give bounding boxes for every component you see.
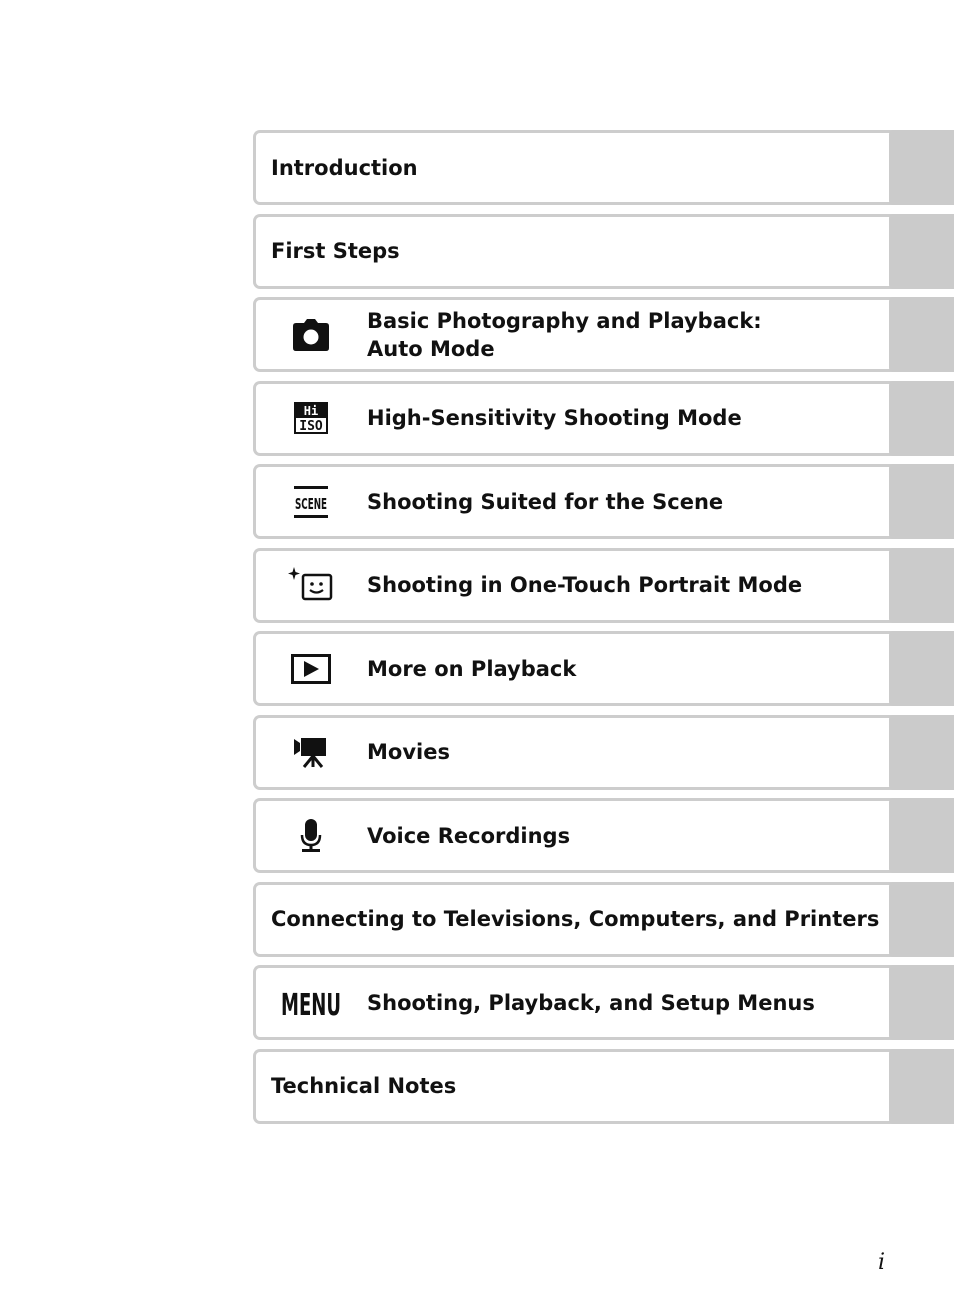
table-of-contents xyxy=(253,130,954,1132)
toc-item-movies[interactable] xyxy=(253,715,954,790)
section-tab xyxy=(889,715,954,790)
toc-item-playback[interactable] xyxy=(253,631,954,706)
hi-iso-icon xyxy=(276,384,346,453)
toc-item-label: Voice Recordings xyxy=(367,823,571,848)
section-tab xyxy=(889,798,954,873)
playback-icon xyxy=(276,634,346,703)
section-tab xyxy=(889,631,954,706)
toc-item-label: Shooting in One-Touch Portrait Mode xyxy=(367,573,803,597)
toc-item-label: First Steps xyxy=(271,239,400,263)
section-tab xyxy=(889,882,954,957)
microphone-icon xyxy=(276,801,346,870)
toc-item-label: Technical Notes xyxy=(271,1074,457,1098)
toc-item-connecting[interactable] xyxy=(253,882,954,957)
toc-item-first-steps[interactable] xyxy=(253,214,954,289)
toc-item-voice-recordings[interactable] xyxy=(253,798,954,873)
camera-icon xyxy=(276,300,346,369)
toc-item-introduction[interactable] xyxy=(253,130,954,205)
section-tab xyxy=(889,464,954,539)
toc-item-label: Movies xyxy=(367,740,450,764)
portrait-icon xyxy=(276,551,346,620)
toc-item-portrait[interactable] xyxy=(253,548,954,623)
page-number: i xyxy=(878,1250,886,1275)
toc-item-basic-photography[interactable] xyxy=(253,297,954,372)
scene-icon xyxy=(276,467,346,536)
toc-item-technical-notes[interactable] xyxy=(253,1049,954,1124)
svg-text:MENU: MENU xyxy=(281,987,341,1023)
svg-text:Hi: Hi xyxy=(303,404,319,418)
section-tab xyxy=(889,1049,954,1124)
section-tab xyxy=(889,297,954,372)
section-tab xyxy=(889,214,954,289)
toc-item-label: Basic Photography and Playback: Auto Mode xyxy=(367,308,762,361)
toc-item-label: Connecting to Televisions, Computers, and Printers xyxy=(271,907,880,931)
svg-text:SCENE: SCENE xyxy=(295,494,327,513)
toc-item-label: Shooting Suited for the Scene xyxy=(367,489,724,514)
toc-item-menus[interactable] xyxy=(253,965,954,1040)
menu-icon xyxy=(276,968,346,1037)
toc-item-label: More on Playback xyxy=(367,656,577,681)
toc-item-scene[interactable] xyxy=(253,464,954,539)
section-tab xyxy=(889,548,954,623)
toc-item-label: Introduction xyxy=(271,155,418,180)
section-tab xyxy=(889,130,954,205)
movie-camera-icon xyxy=(276,718,346,787)
toc-item-high-sensitivity[interactable] xyxy=(253,381,954,456)
svg-text:ISO: ISO xyxy=(299,419,323,434)
section-tab xyxy=(889,381,954,456)
section-tab xyxy=(889,965,954,1040)
toc-item-label: Shooting, Playback, and Setup Menus xyxy=(367,990,815,1015)
toc-item-label: High-Sensitivity Shooting Mode xyxy=(367,406,742,430)
